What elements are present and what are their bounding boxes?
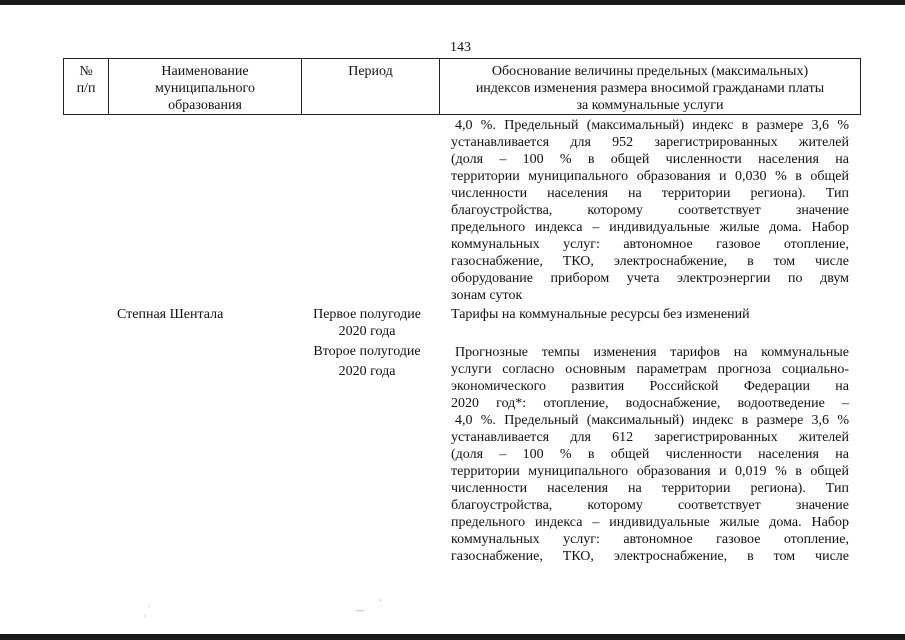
col-border-right <box>860 58 861 115</box>
period-second-half: Второе полугодие 2020 года <box>313 344 421 379</box>
header-period: Период <box>348 64 393 79</box>
header-bottom-border <box>63 114 861 115</box>
header-justification: Обоснование величины предельных (максимальных) индексов изменения размера вносимой гражданами платы за коммунальные услуги <box>475 64 825 113</box>
header-num: № п/п <box>76 64 96 96</box>
period-first-half: Первое полугодие 2020 года <box>313 307 421 339</box>
period1-justification: Тарифы на коммунальные ресурсы без изменений <box>451 307 750 322</box>
municipality-name: Степная Шентала <box>117 307 224 322</box>
justification-continuation: 4,0 %. Предельный (максимальный) индекс в размере 3,6 % устанавливается для 952 зарегистрированных жителей (доля – 100 % в общей численности населения на территории муниципального образования и 0,030 % в общей численности населения на территории региона). Тип благоустройства, которому соответствует значение предельного индекса – индивидуальные жилые дома. Набор коммунальных услуг: автономное газовое отопление, газоснабжение, ТКО, электроснабжение, в том числе оборудование прибором учета электроэнергии по двум зонам суток <box>451 118 849 303</box>
scan-mark: --- <box>356 606 364 615</box>
table-top-border <box>63 58 861 59</box>
scan-mark: · <box>148 602 151 611</box>
header-municipality: Наименование муниципального образования <box>155 64 255 113</box>
period2-justification: Прогнозные темпы изменения тарифов на коммунальные услуги согласно основным параметрам прогноза социально- экономического развития Российской Федерации на 2020 год*: отопление, водоснабжение, водоотведение – 4,0 %. Предельный (максимальный) индекс в размере 3,6 % устанавливается для 612 зарегистрированных жителей (доля – 100 % в общей численности населения на территории муниципального образования и 0,019 % в общей численности населения на территории региона). Тип благоустройства, которому соответствует значение предельного индекса – индивидуальные жилые дома. Набор коммунальных услуг: автономное газовое отопление, газоснабжение, ТКО, электроснабжение, в том числе <box>451 345 849 564</box>
bottom-scan-border <box>0 634 905 640</box>
page-number: 143 <box>450 40 471 55</box>
top-scan-border <box>0 0 905 5</box>
scan-mark: ' <box>380 598 382 607</box>
scan-mark: · <box>143 612 146 621</box>
